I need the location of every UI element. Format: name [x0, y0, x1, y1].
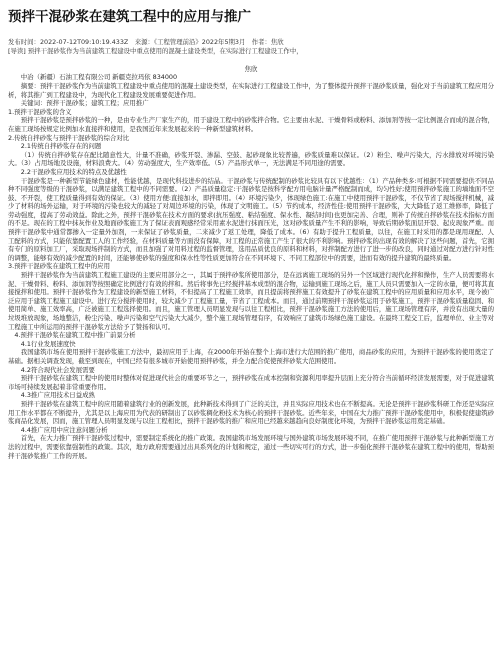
article-meta: 发布时间：2022-07-12T09:10:19.433Z 来源：《工程管理前沿》2022年5期3月 作者：焦欣 [8, 38, 284, 46]
summary-paragraph: 摘要：预拌干混砂浆作为当前建筑工程建设中重点使用的混凝土建设类型，在实际进行工程建设工作中，为了整体提升预拌干混砂浆质量，强化对于当前建筑工程应用分析，将其推广到工程建设中，为现代化工程建设发展重要促进作用。 [8, 81, 494, 99]
subsection-heading: 4.1行业发展速度快 [20, 339, 76, 348]
article-body [8, 56, 494, 460]
keywords-line: 关键词：预拌干混砂浆；建筑工程；应用推广 [20, 99, 149, 108]
subsection-heading: 4.3推广应用技术日益成熟 [20, 391, 95, 400]
section-heading: 4.预拌干混砂浆在建筑工程中推广前景分析 [14, 331, 136, 340]
section-heading: 3.预拌干混砂浆在建筑工程中的应用 [8, 262, 110, 271]
article-abstract: [导读] 预拌干混砂浆作为当前建筑工程建设中重点使用的混凝土建设类型，在实际进行工程建设工作中， [8, 46, 303, 55]
body-paragraph: 预拌干混砂浆在建筑工程中的使用时整体对促进现代社会的重要环节之一，预拌砂浆在成本控制和资源利用率提升层面上充分符合当前循环经济发展需要，对于促进建筑市场可持续发展起着非常重要作用。 [8, 374, 494, 391]
body-paragraph: 预拌干混砂浆在建筑工程中的应用随着建筑行业的创新发展，此种新技术得到了广泛的关注，并且实际应用技术也在不断提高。无论是预拌干混砂浆科研工作还是实际应用工作水平都在不断提升，尤其是以上海应用为代表的研制出了以砂浆稠化粉技术为核心的预拌干混砂浆。近些年来，中国在大力推广预拌干混砂浆使用中，积极促使建筑砂浆商品化发展，因而，施工管理人员明显发现与以往工程相比，预拌干混砂浆的推广和应用已经越来越趋向良好制度化环境，为预拌干混砂浆运用奠定基础。 [8, 399, 494, 426]
body-paragraph: 预拌干混砂浆是预拌砂浆的一种，是由专业生产厂家生产的，用于建设工程中的砂浆拌合物。它主要由水泥、干燥骨料或粉料、添加剂等按一定比例混合而成的混合物，在施工现场按规定比例加水直接拌和使用，是我国近年来发展起来的一种新型建筑材料。 [8, 116, 494, 133]
body-paragraph: 我国建筑市场在使用预拌干混砂浆施工方法中，最初应用于上海，在2000年开始在整个上海市进行大范围的推广使用，商品砂浆的应用，为预拌干混砂浆的使用奠定了基础。据相关调查发现，截至到现在，中国已经有很多城市开始使用预拌砂浆，并全力配合促使预拌砂浆大范围使用。 [8, 348, 494, 365]
body-paragraph: （1）传统自拌砂浆存在配比随意性大，计量不准确，砂浆开裂、渗漏、空鼓、起砂现象比较普遍，砂浆质量难以保证。（2）粉尘、噪声污染大，污水排放对环境污染大。（3）占用场地及设施，材料浪费大。（4）劳动强度大，生产效率低。（5）产品形式单一，无法满足不同用途的需要。 [8, 150, 494, 168]
author-name: 焦欣 [244, 64, 258, 73]
section-heading: 1.预拌干混砂浆的含义 [8, 107, 72, 116]
article-title: 预拌干混砂浆在建筑工程中的应用与推广 [8, 9, 251, 25]
body-paragraph: 预拌干混砂浆作为当前建筑工程施工建设的主要应用部分之一，其属于预拌砂浆所使用部分，是在远离施工现场的另外一个区域进行现代化拌和操作，生产人员需要将水泥、干燥骨料、粉料、添加剂等按照确定比例进行有效的拌和。然后将事先已经搅拌基本成型的混合物，运输到施工现场之后，施工人员只需要加入一定的水量，便可将其直接搅拌和使用。预拌干混砂浆作为工程建设的新型施工材料，不但提高了工程施工效率，而且提前将预拌施工有效提升了砂浆在建筑工程中的应用质量和应用水平，现今被广泛应用于建筑工程施工建设中。进行充分搅拌使用时，较大减少了工程施工量，节省了工程成本。而目，通过前期预拌干混砂浆运用于砂浆施工，预拌干混砂浆质量稳固、和使用简单、施工效率高，广泛被施工工程选择使用。而且，施工管理人员明显发现与以往工程相比，预拌干混砂浆施工方法的使用后，施工现场管理有序，并没有出现大量的垃圾堆放现象，场地整洁，粉尘污染、噪声污染和空气污染大大减少，整个施工现场管理有序，有效响应了建筑市场绿色施工建设。在最终工程交工后，监理单位、业主等对工程施工中所运用的预拌干混砂浆方法给予了赞扬和认可。 [8, 271, 494, 331]
body-paragraph: 干混砂浆是一种新型节能绿色建材，性能优越，是现代科技进步的结晶。干混砂浆与传统配制的砂浆比较具有以下优越性：（1）产品种类多:可根据不同需要提供不同品种不同强度等级的干混砂浆，以满足建筑工程中的不同需要。（2）产品质量稳定:干混砂浆是按科学配方用电脑计量严格配制而成，均匀性好;使用预拌砂浆施工的墙地面不空鼓、不开裂，使工程质量得到有效的保证。（3）使用方便:直接加水，即拌即用。（4）环境污染少，体现绿色施工:在施工中使用预拌干混砂浆，不仅节省了现场搅拌机械，减少了材料的场外运输，对于环境的污染也较大的减轻了对周边环境的污染，体现了文明施工。（5）节约成本，经济性佳:使用预拌干混砂浆，大大降低了返工维修率，降低了劳动强度，提高了劳动效益。除此之外，预拌干混砂浆在技术方面的要求(抗压强度、粘结强度、保水性、凝结时间)也更加完善、合理，则补了传统自拌砂浆在技术指标方面的不足。现在的工程中抹灰作业及地面砂浆施工为了保证表面观感经常采用素水泥进行抹面压光，这对砂浆质量产生不利的影响，导致后期砂浆面层开裂、起皮现象严重。而预拌干混砂浆中通常都掺入一定量外加剂，一来保证了砂浆质量，二来减少了返工处理，降低了成本。（6）有助于提升工程质量，以往，在施工时采用的都是现用现配、人工配料的方式，只能依靠配置工人的工作经验，在材料质量等方面没有保障，对工程的正常施工产生了很大的不利影响。预拌砂浆的出现有效的解决了这些问题，首先，它拥有专门的原料加工厂，采取现场拌制的方式，而且加强了对用料过程的监督管理，选用品质优良的原料和材料，对拌制配方进行了进一步的改良，同时通过对配方进行针对性的调整，能够有效的减少配置的时间，还能够使砂浆的强度和保水性等性质更加符合在不同环境下、不同工程部位中的需要，进而有效的提升建筑的最终质量。 [8, 176, 494, 262]
subsection-heading: 4.2符合现代社会发展需要 [20, 365, 95, 374]
spacer [8, 56, 494, 65]
author-affiliation: 中冶（新疆）石油工程有限公司 新疆克拉玛依 834000 [20, 73, 178, 82]
body-paragraph: 首先，在大力推广预拌干混砂浆过程中，需要制定系统化的推广政策。我国建筑市场发展环境与国外建筑市场发展环境不同，在推广使用预拌干混砂浆与此种新型施工方法的过程中，需要依靠强制性的政策。其次，地方政府需要通过出具系列化的计划和规定，通过一些切实可行的方式，进一步强化预拌干混砂浆在建筑工程中的使用，帮助预拌干混砂浆推广工作的开展。 [8, 434, 494, 460]
section-heading: 2.传统自拌砂浆与预拌干混砂浆的综合对比 [8, 133, 130, 142]
subsection-heading: 2.1传统自拌砂浆存在的问题 [20, 142, 102, 151]
subsection-heading: 2.2干混砂浆应用技术的特点及优越性 [20, 167, 127, 176]
subsection-heading: 4.4推广应用中应注意问题分析 [20, 425, 108, 434]
